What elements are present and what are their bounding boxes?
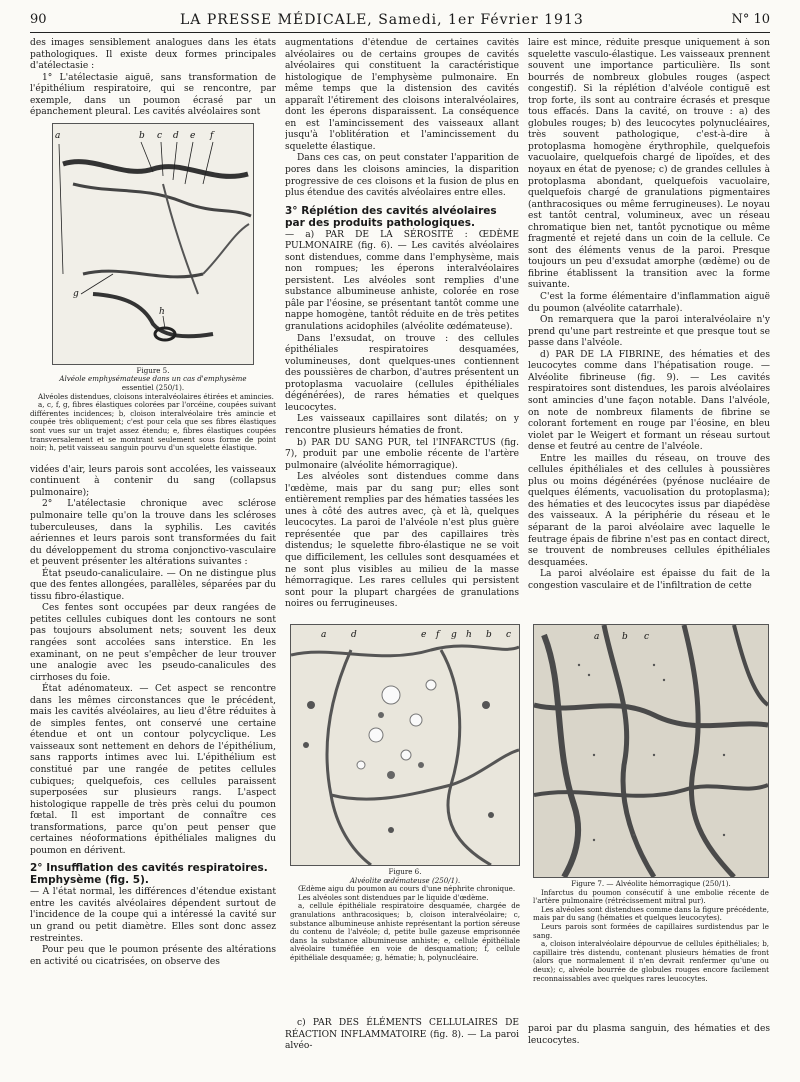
figure-legend: a, cellule épithéliale respiratoire desquamée, chargée de granulations anthracosiques; b, cloison interalvéolaire; c, substance albumineuse anhiste représentant la portion séreuse du contenu de l'alvéole; d, petite bulle gazeuse emprisonnée dans la substance albumineuse anhiste; e, cellule épithéliale alvéolaire tuméfiée en voie de desquamation; f, cellule épithéliale desquamée; g, hématie; h, polynucléaire. <box>290 901 520 962</box>
paragraph: des images sensiblement analogues dans les états pathologiques. Il existe deux formes principales d'atélectasie : <box>30 38 276 72</box>
figure-legend: a, cloison interalvéolaire dépourvue de cellules épithéliales; b, capillaire très distendu, contenant plusieurs hématies de front (alors que normalement il n'en devrait renfermer qu'une ou deux); c, alvéole bourrée de globules rouges encore facilement reconnaissables avec quelques rares leucocytes. <box>533 939 769 983</box>
paragraph: Dans ces cas, on peut constater l'apparition de pores dans les cloisons amincies, la disparition progressive de ces cloisons et la fusion de plus en plus étendue des cavités alvéolaires entre elles. <box>285 153 519 199</box>
paragraph: Les alvéoles sont distendues comme dans l'œdème, mais par du sang pur; elles sont entièrement remplies par des hématies tassées les unes à côté des autres avec, çà et là, quelques leucocytes. La paroi de l'alvéole n'est plus guère représentée que par des capillaires très distendus; le squelette fibro-élastique ne se voit que difficilement, les cellules sont desquamées et ne sont plus visibles au milieu de la masse hémorragique. Les rares cellules qui persistent sont pour la plupart chargées de granulations noires ou ferrugineuses. <box>285 472 519 610</box>
figure-title: Figure 5. <box>136 365 170 375</box>
paragraph: C'est la forme élémentaire d'inflammation aiguë du poumon (alvéolite catarrhale). <box>528 292 770 314</box>
paragraph: laire est mince, réduite presque uniquement à son squelette vasculo-élastique. Les vaisseaux prennent souvent une importance particulière. Ils sont bourrés de nombreux globules rouges (aspect congestif). Si la réplétion d'alvéole contiguë est trop forte, ils sont au contraire écrasés et presque tous effacés. Dans la cavité, on trouve : a) des globules rouges; b) des leucocytes polynucléaires, très souvent pathologique, c'est-à-dire à protoplasma homogène érythrophile, quelquefois vacuolaire, quelquefois chargé de lipoïdes, et des noyaux en état de pyenose; c) de grandes cellules à protoplasma abondant, quelquefois vacuolaire, quelquefois chargé de granulations pigmentaires (anthracosiques ou même ferrugineuses). Le noyau est tantôt central, volumineux, avec un réseau chromatique bien net, tantôt pycnotique ou même fragmenté et rejeté dans un coin de la cellule. Ce sont des éléments venus de la paroi. Presque toujours un peu d'exsudat amorphe (œdème) ou de fibrine établissent la transition avec la forme suivante. <box>528 38 770 291</box>
fig6-label-b: b <box>486 630 492 640</box>
paragraph: Pour peu que le poumon présente des altérations en activité ou cicatrisées, on observe des <box>30 945 276 967</box>
figure-6-following-text <box>285 1018 519 1053</box>
fig5-label-g: g <box>73 288 79 299</box>
column-3 <box>528 38 770 656</box>
figure-6 <box>290 624 520 963</box>
fig5-label-e: e <box>190 130 196 141</box>
paragraph: b) PAR DU SANG PUR, tel l'INFARCTUS (fig. 7), produit par une embolie récente de l'artère pulmonaire (alvéolite hémorragique). <box>285 437 519 471</box>
figure-description: Leurs parois sont formées de capillaires surdistendus par le sang. <box>533 921 769 940</box>
fig5-label-c: c <box>157 130 163 141</box>
paragraph: 2° L'atélectasie chronique avec sclérose pulmonaire telle qu'on la trouve dans les scléroses tuberculeuses, dans la syphilis. Les cavités aériennes et leurs parois sont transformées du fait du développement du stroma conjonctivo-vasculaire et peuvent présenter les altérations suivantes : <box>30 499 276 568</box>
figure-description: Infarctus du poumon consécutif à une embolie récente de l'artère pulmonaire (rétrécissement mitral pur). <box>533 887 769 906</box>
figure-title: Figure 7. — Alvéolite hémorragique (250/1). <box>571 879 731 888</box>
paragraph: vidées d'air, leurs parois sont accolées, les vaisseaux continuent à contenir du sang (collapsus pulmonaire); <box>30 464 276 498</box>
fig7-label-c: c <box>644 632 650 642</box>
figure-subtitle: essentiel (250/1). <box>121 383 185 393</box>
figure-6-caption <box>290 868 520 963</box>
paragraph: Ces fentes sont occupées par deux rangées de petites cellules cubiques dont les contours ne sont pas toujours absolument nets; souvent les deux rangées sont accolées sans interstice. En les examinant, on ne peut s'empêcher de leur trouver une analogie avec les pseudo-canalicules des cirrhoses du foie. <box>30 603 276 683</box>
column-2 <box>285 38 519 656</box>
fig5-label-h: h <box>159 306 165 317</box>
paragraph: État pseudo-canaliculaire. — On ne distingue plus que des fentes allongées, parallèles, séparées par du tissu fibro-élastique. <box>30 568 276 602</box>
figure-description: Œdème aigu du poumon au cours d'une néphrite chronique. <box>298 884 516 894</box>
fig5-label-f: f <box>210 130 214 141</box>
fig5-label-a: a <box>55 130 61 141</box>
figure-title: Figure 6. <box>388 867 422 876</box>
fig6-label-c: c <box>506 630 512 640</box>
paragraph: Les vaisseaux capillaires sont dilatés; on y rencontre plusieurs hématies de front. <box>285 414 519 436</box>
figure-description: Les alvéoles sont distendues par le liquide d'œdème. <box>298 892 489 902</box>
figure-legend: a, c, f, g, fibres élastiques colorées par l'orcéine, coupées suivant différentes incidences; b, cloison interalvéolaire très amincie et coupée très obliquement; c'est pour cela que ses fibres élastiques sont vues sur un trajet assez étendu; e, fibres élastiques coupées transversalement et se montrant seulement sous forme de point noir; h, petit vaisseau sanguin pourvu d'un squelette élastique. <box>30 400 276 453</box>
paragraph: On remarquera que la paroi interalvéolaire n'y prend qu'une part restreinte et que presque tout se passe dans l'alvéole. <box>528 315 770 349</box>
figure-description: Les alvéoles sont distendues comme dans la figure précédente, mais par du sang (hématies et quelques leucocytes). <box>533 904 769 923</box>
fig6-label-e: e <box>421 630 427 640</box>
paragraph: paroi par du plasma sanguin, des hématies et des leucocytes. <box>528 1024 770 1046</box>
page-header <box>30 8 770 33</box>
fig6-label-a: a <box>321 630 327 640</box>
fig7-label-b: b <box>622 632 628 642</box>
figure-7-image <box>533 624 769 878</box>
paragraph: État adénomateux. — Cet aspect se rencontre dans les mêmes circonstances que le précédent, mais les cavités alvéolaires, au lieu d'être réduites à de simples fentes, ont conservé une certaine étendue et ont un contour polycyclique. Les vaisseaux sont nettement en dehors de l'épithélium, sans rapports intimes avec lui. L'épithélium est constitué par une rangée de petites cellules cubiques; quelquefois, ces cellules paraissent superposées sur plusieurs rangs. L'aspect histologique rappelle de très près celui du poumon fœtal. Il est important de connaître ces transformations, parce qu'on peut penser que certaines néoformations épithéliales malignes du poumon en dérivent. <box>30 684 276 856</box>
fig6-label-g: g <box>451 630 457 640</box>
section-heading: 2° Insufflation des cavités respiratoires. Emphysème (fig. 5). <box>30 862 268 887</box>
figure-7-following-text <box>528 1024 770 1047</box>
issue-number: N° 10 <box>731 12 770 27</box>
figure-7 <box>533 624 769 983</box>
fig6-label-f: f <box>436 630 440 640</box>
fig5-label-d: d <box>173 130 179 141</box>
figure-6-image <box>290 624 520 866</box>
column-1 <box>30 38 276 1078</box>
figure-5-image <box>52 123 254 365</box>
page-number: 90 <box>30 12 47 27</box>
journal-title: LA PRESSE MÉDICALE, Samedi, 1er Février 1913 <box>180 12 584 28</box>
paragraph: — a) PAR DE LA SÉROSITÉ : ŒDÈME PULMONAIRE (fig. 6). — Les cavités alvéolaires sont distendues, comme dans l'emphysème, mais non rompues; les éperons interalvéolaires persistent. Les alvéoles sont remplies d'une substance albumineuse anhiste, colorée en rose pâle par l'éosine, se présentant tantôt comme une nappe homogène, tantôt réduite en de très petites granulations acidophiles (alvéolite œdémateuse). <box>285 229 519 333</box>
paragraph: — A l'état normal, les différences d'étendue existant entre les cavités alvéolaires dépendent surtout de l'incidence de la coupe qui a intéressé la cavité sur un grand ou petit diamètre. Elles sont donc assez restreintes. <box>30 887 276 944</box>
fig5-label-b: b <box>139 130 145 141</box>
paragraph: La paroi alvéolaire est épaisse du fait de la congestion vasculaire et de l'infiltration de cette <box>528 569 770 591</box>
paragraph: Dans l'exsudat, on trouve : des cellules épithéliales respiratoires desquamées, volumineuses, dont quelques-unes contiennent des poussières de charbon, d'autres présentent un protoplasma vacuolaire (cellules épithéliales dégénérées), de rares hématies et quelques leucocytes. <box>285 333 519 413</box>
paragraph: augmentations d'étendue de certaines cavités alvéolaires ou de certains groupes de cavités alvéolaires qui constituent la caractéristique histologique de l'emphysème pulmonaire. En même temps que la distension des cavités apparaît l'étirement des cloisons interalvéolaires, dont les éperons disparaissent. La conséquence en est l'amincissement des vaisseaux allant jusqu'à l'oblitération et l'amincissement du squelette élastique. <box>285 38 519 152</box>
section-heading: 3° Réplétion des cavités alvéolaires par des produits pathologiques. <box>285 204 497 229</box>
paragraph: c) PAR DES ÉLÉMENTS CELLULAIRES DE RÉACTION INFLAMMATOIRE (fig. 8). — La paroi alvéo- <box>285 1018 519 1052</box>
figure-subtitle: Alvéolite œdémateuse (250/1). <box>349 875 461 885</box>
figure-description: Alvéoles distendues, cloisons interalvéolaires étirées et amincies. <box>38 391 274 401</box>
figure-subtitle: Alvéole emphysémateuse dans un cas d'emphysème <box>59 374 247 384</box>
paragraph: 1° L'atélectasie aiguë, sans transformation de l'épithélium respiratoire, qui se rencontre, par exemple, dans un poumon écrasé par un épanchement pleural. Les cavités alvéolaires sont <box>30 72 276 118</box>
figure-5-caption <box>30 367 276 453</box>
paragraph: Entre les mailles du réseau, on trouve des cellules épithéliales et des cellules à poussières plus ou moins dégénérées (pyénose nucléaire de quelques éléments, vacuolisation du protoplasma); des hématies et des leucocytes issus par diapédèse des vaisseaux. A la périphérie du réseau et le séparant de la paroi alvéolaire avec laquelle le feutrage épais de fibrine n'est pas en contact direct, se trouvent de nombreuses cellules épithéliales desquamées. <box>528 453 770 568</box>
paragraph: d) PAR DE LA FIBRINE, des hématies et des leucocytes comme dans l'hépatisation rouge. — Alvéolite fibrineuse (fig. 9). — Les cavités respiratoires sont distendues, les parois alvéolaires sont amincies d'une façon notable. Dans l'alvéole, on note de nombreux filaments de fibrine se colorant fortement en rouge par l'éosine, en bleu violet par le Weigert et formant un réseau surtout dense et feutré au centre de l'alvéole. <box>528 349 770 453</box>
fig6-label-h: h <box>466 630 472 640</box>
fig6-label-d: d <box>351 630 357 640</box>
fig7-label-a: a <box>594 632 600 642</box>
figure-7-caption <box>533 880 769 983</box>
